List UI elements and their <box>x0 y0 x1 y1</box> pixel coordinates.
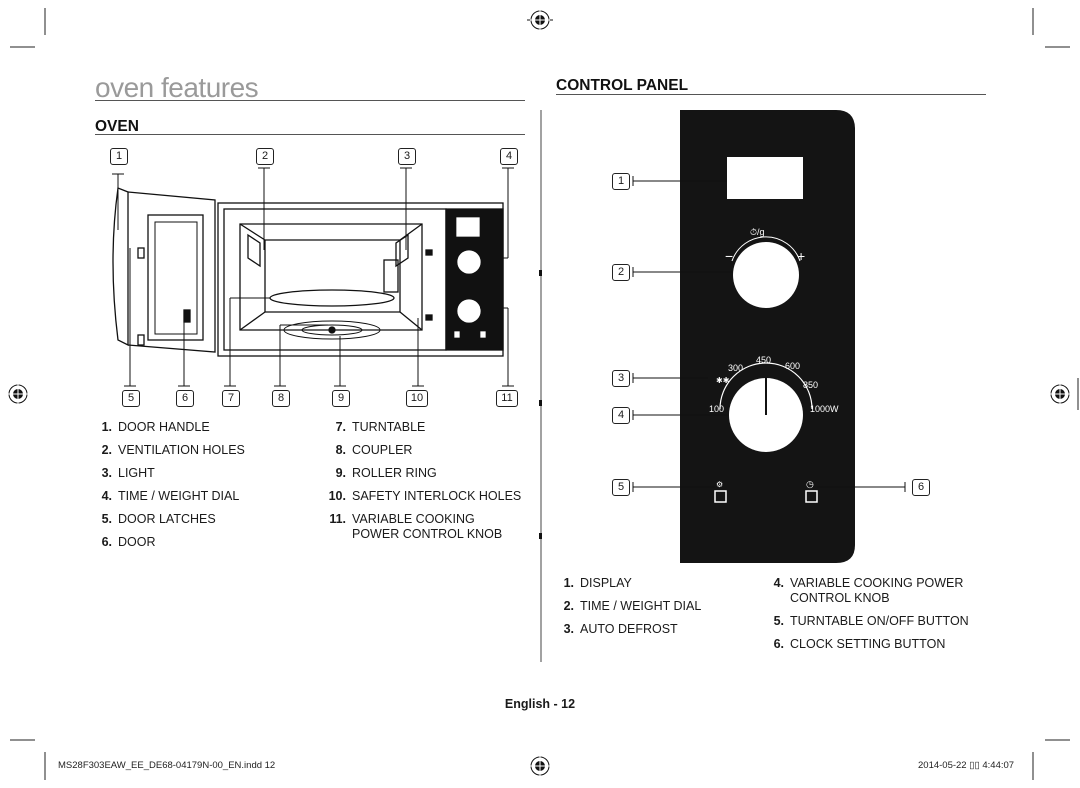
control-panel-heading: CONTROL PANEL <box>556 77 689 94</box>
legend-item: 7. TURNTABLE <box>335 420 426 434</box>
plus-label: + <box>797 248 806 264</box>
oven-callout-3: 3 <box>398 148 416 165</box>
panel-callout-6: 6 <box>912 479 930 496</box>
power-100: 100 <box>709 404 725 414</box>
page-title: oven features <box>95 72 259 103</box>
legend-item: 4. VARIABLE COOKING POWER CONTROL KNOB <box>773 576 964 605</box>
display-window <box>727 157 803 199</box>
power-450: 450 <box>756 355 772 365</box>
door-handle-shape <box>113 188 128 345</box>
legend-item: 6. DOOR <box>101 535 156 549</box>
control-panel-rule <box>556 94 986 95</box>
legend-item: 11. VARIABLE COOKING POWER CONTROL KNOB <box>329 512 503 541</box>
oven-callout-6: 6 <box>176 390 194 407</box>
oven-callout-7: 7 <box>222 390 240 407</box>
oven-callout-8: 8 <box>272 390 290 407</box>
clock-icon: ◷ <box>806 479 814 489</box>
oven-callout-4: 4 <box>500 148 518 165</box>
legend-item: 1. DISPLAY <box>563 576 632 590</box>
legend-item: 3. LIGHT <box>101 466 155 480</box>
legend-item: 9. ROLLER RING <box>335 466 437 480</box>
oven-legend-left <box>92 416 245 554</box>
legend-item: 1. DOOR HANDLE <box>101 420 210 434</box>
registration-mark-left <box>5 381 31 407</box>
legend-item: 5. TURNTABLE ON/OFF BUTTON <box>773 614 969 628</box>
print-date: 2014-05-22 <box>918 760 967 771</box>
registration-mark-top <box>527 7 553 33</box>
panel-legend-left <box>554 572 701 641</box>
power-600: 600 <box>785 361 801 371</box>
registration-mark-right <box>1047 381 1073 407</box>
legend-item: 10. SAFETY INTERLOCK HOLES <box>328 489 522 503</box>
power-1000w: 1000W <box>810 404 839 414</box>
legend-item: 2. VENTILATION HOLES <box>101 443 245 457</box>
panel-callout-3: 3 <box>612 370 630 387</box>
time-weight-dial <box>733 242 799 308</box>
power-300: 300 <box>728 363 744 373</box>
defrost-icon: ✱✱ <box>716 376 730 385</box>
panel-callout-1: 1 <box>612 173 630 190</box>
print-time: 4:44:07 <box>982 760 1015 771</box>
panel-callout-2: 2 <box>612 264 630 281</box>
oven-callout-5: 5 <box>122 390 140 407</box>
power-850: 850 <box>803 380 819 390</box>
control-panel-diagram <box>600 105 940 575</box>
legend-item: 8. COUPLER <box>335 443 413 457</box>
oven-rule <box>95 134 525 135</box>
title-rule <box>95 100 525 101</box>
legend-item: 2. TIME / WEIGHT DIAL <box>563 599 702 613</box>
legend-item: 6. CLOCK SETTING BUTTON <box>773 637 946 651</box>
legend-item: 5. DOOR LATCHES <box>101 512 216 526</box>
registration-mark-bottom <box>527 753 553 779</box>
dial-label: ⏱/g <box>750 227 765 237</box>
minus-label: − <box>725 248 734 264</box>
print-time-icon: ▯▯ <box>969 760 980 771</box>
oven-callout-9: 9 <box>332 390 350 407</box>
panel-legend-right <box>764 572 969 656</box>
oven-callout-2: 2 <box>256 148 274 165</box>
panel-callout-4: 4 <box>612 407 630 424</box>
oven-callout-10: 10 <box>406 390 428 407</box>
oven-legend-right <box>326 416 521 546</box>
panel-callout-5: 5 <box>612 479 630 496</box>
oven-diagram <box>100 140 530 410</box>
oven-heading: OVEN <box>95 118 139 135</box>
legend-item: 3. AUTO DEFROST <box>563 622 678 636</box>
print-timestamp <box>918 760 1014 771</box>
legend-item: 4. TIME / WEIGHT DIAL <box>101 489 240 503</box>
print-file-name: MS28F303EAW_EE_DE68-04179N-00_EN.indd 12 <box>58 760 276 771</box>
turntable-icon: ⚙ <box>716 480 724 489</box>
page-number: English - 12 <box>504 697 576 711</box>
oven-callout-1: 1 <box>110 148 128 165</box>
oven-callout-11: 11 <box>496 390 518 407</box>
